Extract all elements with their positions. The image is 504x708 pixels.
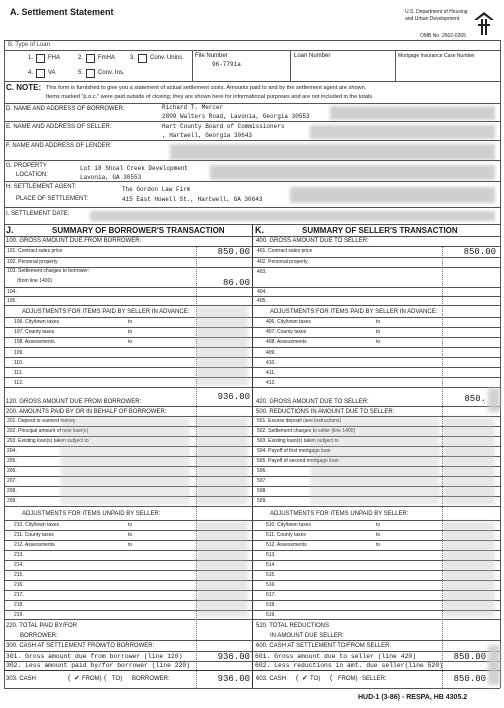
fmha-label: FmHA	[98, 55, 115, 61]
line-206-label: 206.	[7, 468, 17, 474]
line-302-label: 302. Less amount paid by/for borrower (line 220)	[6, 662, 191, 669]
line-503-label: 503. Existing loan(s) taken subject to	[257, 438, 339, 444]
line-406-to: to	[376, 319, 381, 325]
line-510-to: to	[376, 522, 381, 528]
loan-number-label: Loan Number	[294, 53, 331, 59]
conv-unins-label: Conv. Unins.	[150, 55, 184, 61]
loan-opt-2-num: 2.	[78, 55, 84, 61]
line-512-to: to	[376, 542, 381, 548]
line-600: 600. CASH AT SETTLEMENT TO/FROM SELLER:	[256, 643, 392, 649]
line-420-value[interactable]: 850.	[464, 394, 486, 404]
seller-address[interactable]: , Hartwell, Georgia 30643	[162, 132, 253, 139]
loan-type-label: B. Type of Loan	[8, 42, 50, 48]
line-303-value[interactable]: 936.00	[217, 674, 250, 684]
section-j-letter: J.	[6, 225, 14, 235]
k-adj-title: ADJUSTMENTS FOR ITEMS PAID BY SELLER IN ADVANCE:	[270, 309, 438, 315]
property-line2[interactable]: Lavonia, GA 30553	[80, 174, 142, 181]
settlement-date-label: I. SETTLEMENT DATE:	[6, 211, 70, 217]
line-520-sub: IN AMOUNT DUE SELLER:	[270, 633, 344, 639]
line-219-label: 219.	[14, 612, 24, 618]
note-line2: Items marked "p.o.c." were paid outside of closing; they are shown here for informational purposes and are not included in the totals.	[46, 94, 374, 100]
agency-line2: and Urban Development	[405, 16, 460, 22]
line-210-label: 210. City/town taxes	[14, 522, 60, 528]
fha-checkbox[interactable]	[36, 54, 45, 63]
line-214-label: 214.	[14, 562, 24, 568]
line-401-label: 401. Contract sales price	[257, 248, 313, 254]
line-301-value[interactable]: 936.00	[217, 652, 250, 662]
note-label: C. NOTE:	[6, 83, 42, 92]
line-520-label: 520. TOTAL REDUCTIONS	[256, 623, 330, 629]
borrower-name[interactable]: Richard T. Mercer	[162, 104, 224, 111]
line-409-label: 409.	[266, 350, 276, 356]
hud-logo-icon	[472, 10, 496, 38]
line-603-label: 603. CASH	[256, 676, 287, 682]
line-515-label: 515.	[266, 572, 276, 578]
line-103-label: 103. Settlement charges to borrower:	[7, 268, 90, 274]
line-505-label: 505. Payoff of second mortgage loan	[257, 458, 339, 464]
line-203-label: 203. Existing loan(s) taken subject to	[7, 438, 89, 444]
conv-unins-checkbox[interactable]	[138, 54, 147, 63]
line-518-label: 518.	[266, 602, 276, 608]
line-601-label: 601. Gross amount due to seller (line 420)	[255, 653, 417, 660]
line-200: 200. AMOUNTS PAID BY OR IN BEHALF OF BORROWER:	[6, 409, 167, 415]
line-210-to: to	[128, 522, 133, 528]
line-301-label: 301. Gross amount due from borrower (line 120)	[6, 653, 183, 660]
line-106-to: to	[128, 319, 133, 325]
line-403-label: 403.	[257, 269, 267, 275]
agency-line1: U.S. Department of Housing	[405, 9, 468, 15]
loan-opt-5-num: 5.	[78, 70, 84, 76]
line-303-borrower: BORROWER:	[132, 676, 170, 682]
line-511-to: to	[376, 532, 381, 538]
note-line1: This form is furnished to give you a statement of actual settlement costs. Amounts paid to and by the settlement agent are shown.	[46, 85, 367, 91]
conv-ins-label: Conv. Ins.	[98, 70, 125, 76]
line-108-to: to	[128, 339, 133, 345]
line-209-label: 209.	[7, 498, 17, 504]
line-500: 500. REDUCTIONS IN AMOUNT DUE TO SELLER:	[256, 409, 395, 415]
property-label: G. PROPERTY	[6, 163, 47, 169]
property-line1[interactable]: Lot 18 Shoal Creek Development	[80, 165, 189, 172]
line-401-value[interactable]: 850.00	[463, 247, 496, 257]
settlement-agent[interactable]: The Gordon Law Firm	[122, 186, 191, 193]
line-120-value[interactable]: 936.00	[217, 392, 250, 402]
line-104-label: 104.	[7, 289, 17, 295]
line-406-label: 406. City/town taxes	[266, 319, 312, 325]
line-603-to: TO)	[310, 676, 321, 682]
section-k-letter: K.	[255, 225, 264, 235]
form-id: HUD-1 (3-86) - RESPA, HB 4305.2	[358, 694, 468, 701]
line-408-label: 408. Assessments	[266, 339, 307, 345]
line-211-to: to	[128, 532, 133, 538]
line-100: 100. GROSS AMOUNT DUE FROM BORROWER:	[6, 238, 142, 244]
line-205-label: 205.	[7, 458, 17, 464]
line-120-label: 120. GROSS AMOUNT DUE FROM BORROWER:	[6, 399, 142, 405]
k-adj2-title: ADJUSTMENTS FOR ITEMS UNPAID BY SELLER:	[270, 511, 409, 517]
file-number-label: File Number	[195, 53, 228, 59]
line-514-label: 514.	[266, 562, 276, 568]
file-number-value[interactable]: 96-7791a	[212, 61, 241, 68]
line-412-label: 412.	[266, 380, 276, 386]
line-107-label: 107. County taxes	[14, 329, 55, 335]
line-519-label: 519.	[266, 612, 276, 618]
line-303-from: FROM)	[82, 676, 102, 682]
line-303-to: TO)	[112, 676, 123, 682]
borrower-from-check-icon[interactable]: ✓	[74, 675, 80, 682]
line-303-label: 303. CASH	[6, 676, 37, 682]
mortgage-case-label: Mortgage Insurance Case Number	[398, 53, 475, 59]
settlement-address[interactable]: 415 East Howell St., Hartwell, GA 30643	[122, 196, 263, 203]
borrower-label: D. NAME AND ADDRESS OF BORROWER:	[6, 106, 125, 112]
j-adj-title: ADJUSTMENTS FOR ITEMS PAID BY SELLER IN ADVANCE:	[22, 309, 190, 315]
line-107-to: to	[128, 329, 133, 335]
line-212-label: 212. Assessments	[14, 542, 55, 548]
line-402-label: 402. Personal property	[257, 259, 308, 265]
j-adj2-title: ADJUSTMENTS FOR ITEMS UNPAID BY SELLER:	[22, 511, 161, 517]
line-602-label: 602. Less reductions in amt. due seller(line 520)	[255, 662, 443, 669]
line-509-label: 509.	[257, 498, 267, 504]
line-400: 400. GROSS AMOUNT DUE TO SELLER:	[256, 238, 369, 244]
line-204-label: 204.	[7, 448, 17, 454]
line-215-label: 215.	[14, 572, 24, 578]
va-checkbox[interactable]	[36, 69, 45, 78]
line-102-label: 102. Personal property	[7, 259, 58, 265]
line-513-label: 513.	[266, 552, 276, 558]
line-212-to: to	[128, 542, 133, 548]
section-k-title: SUMMARY OF SELLER'S TRANSACTION	[302, 226, 458, 235]
line-517-label: 517.	[266, 592, 276, 598]
seller-to-check-icon[interactable]: ✓	[302, 675, 308, 682]
line-213-label: 213.	[14, 552, 24, 558]
line-516-label: 516.	[266, 582, 276, 588]
line-408-to: to	[376, 339, 381, 345]
line-211-label: 211. County taxes	[14, 532, 54, 538]
line-603-value[interactable]: 850.00	[453, 674, 486, 684]
line-407-label: 407. County taxes	[266, 329, 307, 335]
loan-opt-1-num: 1.	[28, 55, 34, 61]
line-108-label: 108. Assessments	[14, 339, 55, 345]
line-506-label: 506.	[257, 468, 267, 474]
line-220-sub: BORROWER:	[20, 633, 58, 639]
line-103-value[interactable]: 86.00	[222, 278, 250, 288]
lender-label: F. NAME AND ADDRESS OF LENDER:	[6, 143, 112, 149]
line-105-label: 105.	[7, 298, 17, 304]
line-507-label: 507.	[257, 478, 267, 484]
line-410-label: 410.	[266, 360, 276, 366]
line-510-label: 510. City/town taxes	[266, 522, 312, 528]
loan-opt-4-num: 4.	[28, 70, 34, 76]
seller-label: E. NAME AND ADDRESS OF SELLER:	[6, 124, 112, 130]
line-110-label: 110.	[14, 360, 24, 366]
line-106-label: 106. City/town taxes	[14, 319, 60, 325]
place-of-settlement-label: PLACE OF SETTLEMENT:	[16, 196, 89, 202]
line-420-label: 420. GROSS AMOUNT DUE TO SELLER:	[256, 399, 369, 405]
borrower-address[interactable]: 2809 Walters Road, Lavonia, Georgia 30553	[162, 113, 310, 120]
line-512-label: 512. Assessments	[266, 542, 307, 548]
line-103-sub: (from line 1400)	[17, 278, 53, 284]
fmha-checkbox[interactable]	[86, 54, 95, 63]
settlement-agent-label: H. SETTLEMENT AGENT:	[6, 184, 77, 190]
line-407-to: to	[376, 329, 381, 335]
line-411-label: 411.	[266, 370, 276, 376]
line-404-label: 404.	[257, 289, 267, 295]
line-216-label: 216.	[14, 582, 24, 588]
line-508-label: 508.	[257, 488, 267, 494]
line-217-label: 217.	[14, 592, 24, 598]
loan-opt-3-num: 3.	[130, 55, 136, 61]
line-300: 300. CASH AT SETTLEMENT FROM/TO BORROWER:	[6, 643, 155, 649]
va-label: VA	[48, 70, 56, 76]
statement-title: A. Settlement Statement	[10, 7, 114, 17]
line-207-label: 207.	[7, 478, 17, 484]
line-511-label: 511. County taxes	[266, 532, 306, 538]
seller-name[interactable]: Hart County Board of Commissioners	[162, 123, 285, 130]
line-504-label: 504. Payoff of first mortgage loan	[257, 448, 331, 454]
property-location-label: LOCATION:	[16, 172, 48, 178]
line-101-value[interactable]: 850.00	[217, 247, 250, 257]
line-601-value[interactable]: 850.00	[453, 652, 486, 662]
omb-number: OMB No. 2502-0265	[420, 33, 466, 39]
line-101-label: 101. Contract sales price	[7, 248, 63, 254]
line-220-label: 220. TOTAL PAID BY/FOR	[6, 623, 78, 629]
line-208-label: 208.	[7, 488, 17, 494]
line-218-label: 218.	[14, 602, 24, 608]
line-112-label: 112.	[14, 380, 24, 386]
line-111-label: 111.	[14, 370, 23, 376]
line-603-seller: SELLER:	[362, 676, 387, 682]
line-603-from: FROM)	[338, 676, 358, 682]
line-109-label: 109.	[14, 350, 24, 356]
line-502-label: 502. Settlement charges to seller (line 1400)	[257, 428, 356, 434]
section-j-title: SUMMARY OF BORROWER'S TRANSACTION	[52, 226, 225, 235]
conv-ins-checkbox[interactable]	[86, 69, 95, 78]
line-201-label: 201. Deposit or earnest money	[7, 418, 76, 424]
line-405-label: 405.	[257, 298, 267, 304]
line-202-label: 202. Principal amount of new loan(s)	[7, 428, 89, 434]
line-501-label: 501. Excess deposit (see instructions)	[257, 418, 342, 424]
fha-label: FHA	[48, 55, 60, 61]
